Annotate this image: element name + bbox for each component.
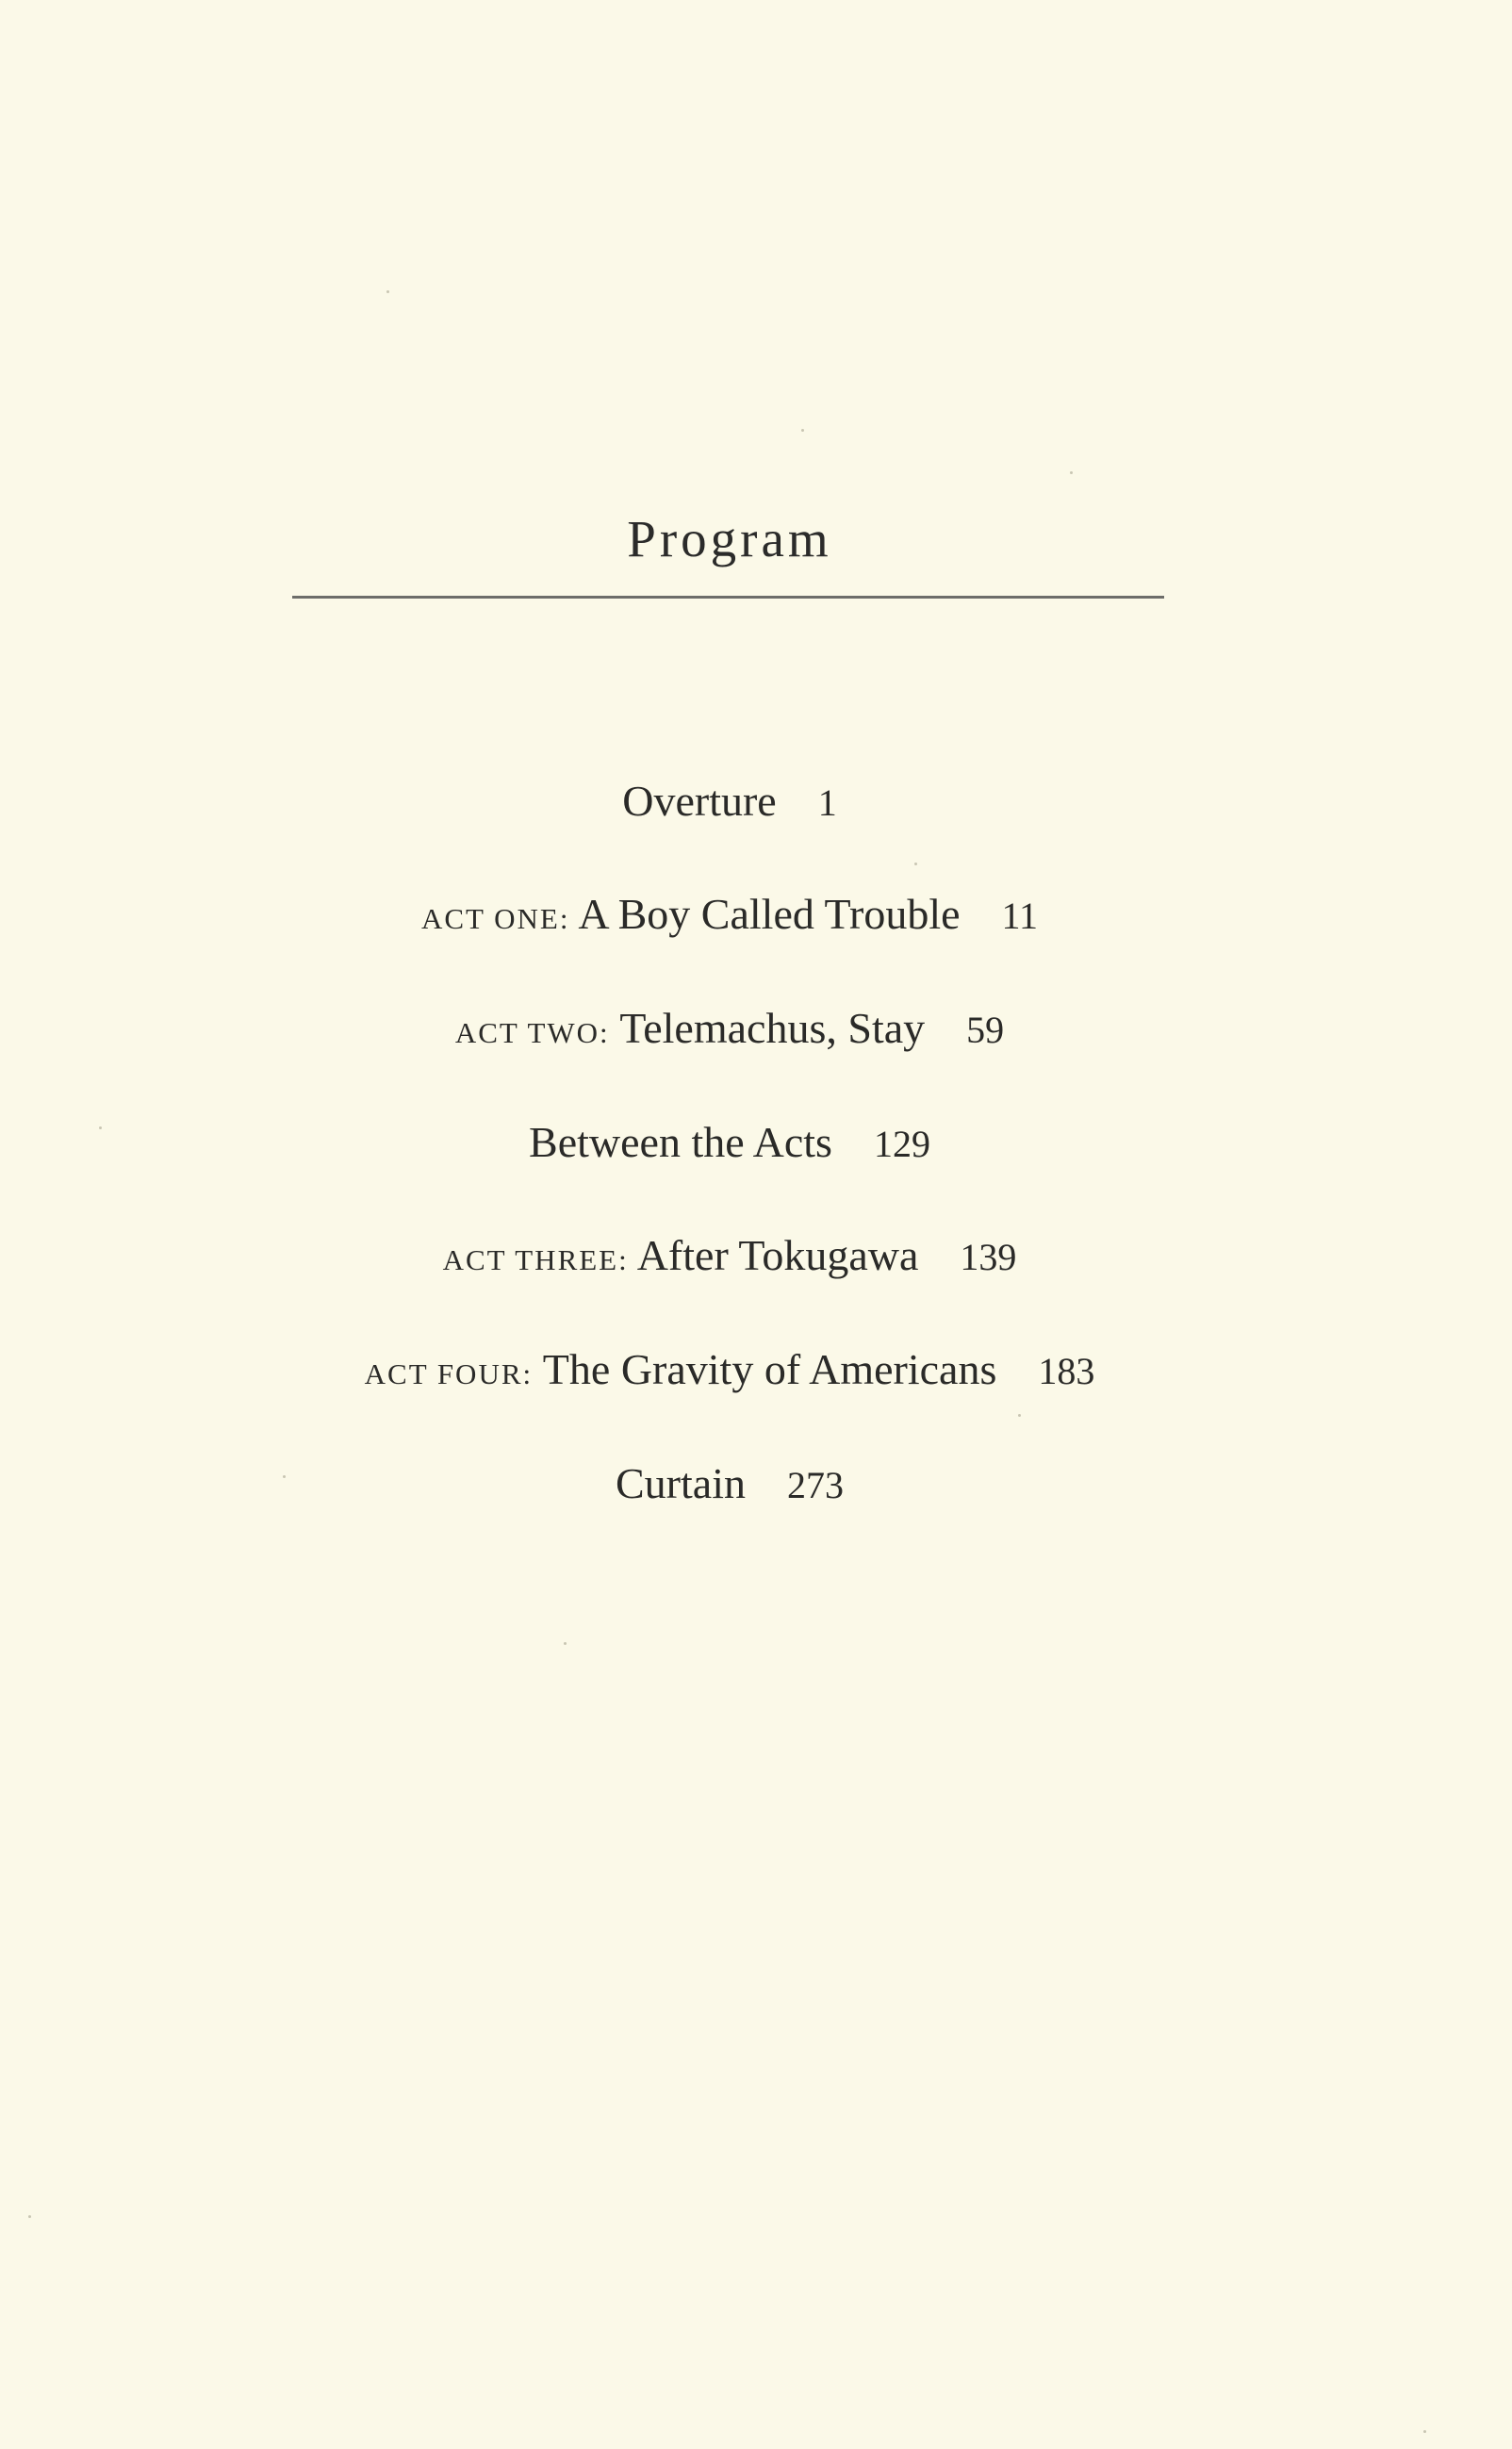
paper-speck [1018,1414,1021,1417]
paper-speck [564,1642,567,1645]
paper-speck [1423,2430,1426,2433]
entry-page-number: 183 [1038,1350,1095,1392]
toc-entry [0,1341,1459,1403]
entry-page-number: 59 [966,1009,1005,1051]
entry-title: Telemachus, Stay [619,1004,926,1052]
toc-entry [0,886,1459,947]
toc-entry [0,773,1459,831]
entry-page-number: 1 [817,781,837,824]
paper-speck [99,1126,102,1129]
toc-entry [0,1455,1459,1514]
entry-title: The Gravity of Americans [542,1345,997,1393]
entry-title: A Boy Called Trouble [578,890,961,938]
toc-entry [0,1114,1459,1173]
entry-page-number: 273 [786,1464,844,1506]
entry-page-number: 11 [1001,895,1039,937]
act-label: ACT THREE: [442,1243,629,1276]
entry-page-number: 139 [960,1236,1017,1278]
entry-title: After Tokugawa [636,1231,919,1279]
act-label: ACT ONE: [420,902,570,935]
paper-speck [801,429,804,432]
entry-title: Between the Acts [529,1118,832,1166]
paper-speck [28,2215,31,2218]
act-label: ACT FOUR: [364,1357,534,1390]
page-heading: Program [627,510,832,567]
paper-speck [283,1475,286,1478]
act-label: ACT TWO: [454,1016,610,1049]
heading-rule [292,596,1164,599]
toc-entry [0,1000,1459,1061]
entry-title: Overture [622,777,777,825]
paper-speck [386,290,389,293]
toc-entry [0,1227,1459,1289]
paper-speck [1070,471,1073,474]
entry-page-number: 129 [873,1123,930,1165]
entry-title: Curtain [616,1459,746,1507]
paper-speck [914,863,917,865]
